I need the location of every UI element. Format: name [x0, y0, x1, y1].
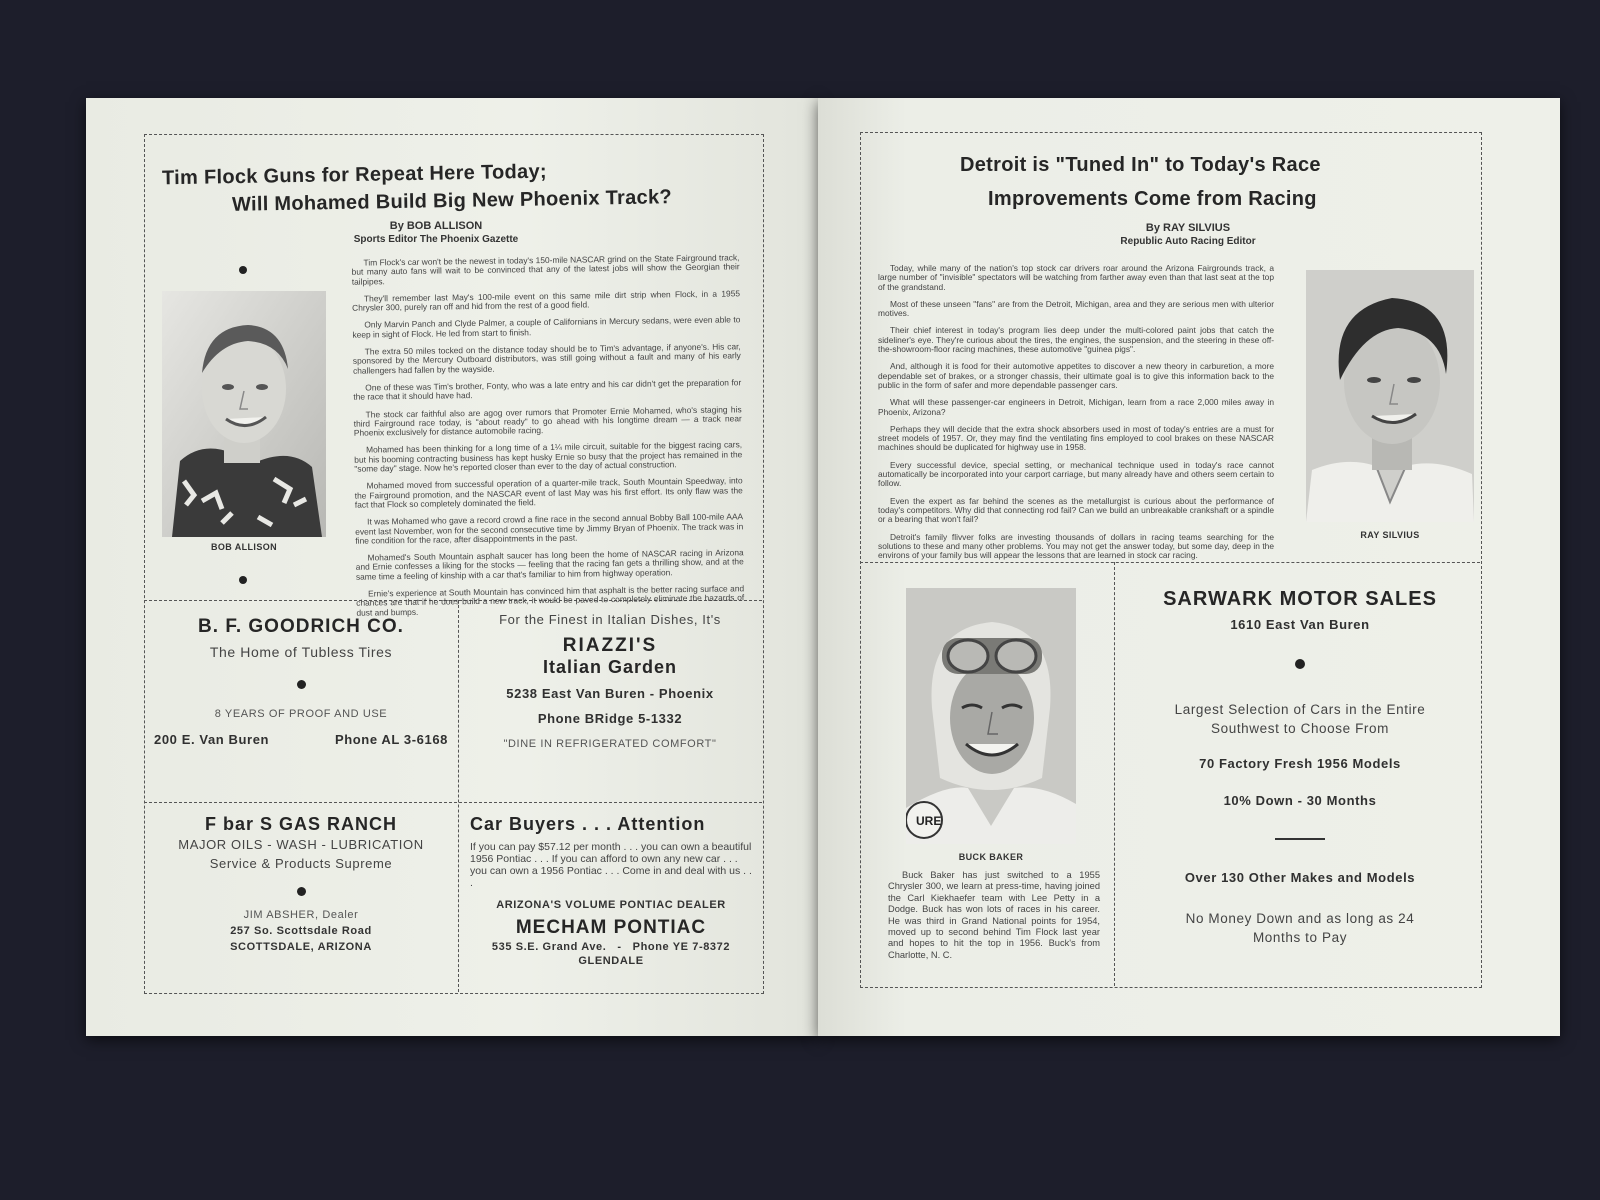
- bob-allison-portrait: [162, 291, 326, 537]
- right-divider-vertical: [1114, 562, 1115, 986]
- right-article-paragraph: Even the expert as far behind the scenes as the metallurgist is curious about the performance of today's competitors. Why did that connecting rod fail? Can we build an unbreakable crankshaft or a spindle or a bearing that won't fail?: [878, 495, 1274, 525]
- right-article-paragraph: Most of these unseen "fans" are from the Detroit, Michigan, area and they are serious men with ulterior motives.: [878, 298, 1274, 319]
- right-article-paragraph: Every successful device, special setting, or mechanical technique used in today's race cannot automatically be incorporated into your carport carriage, but many already have and others seem certain to follow.: [878, 459, 1274, 489]
- sarwark-line1: Largest Selection of Cars in the Entire Southwest to Choose From: [1174, 702, 1426, 736]
- right-article-paragraph: Their chief interest in today's program lies deep under the multi-colored paint jobs that catch the sideliner's eye. They're curious about the tires, the engines, the suspension, and the steering in these off-the-showroom-floor racing machines, these automotive "guinea pigs".: [878, 325, 1274, 355]
- left-headline-line1: Tim Flock Guns for Repeat Here Today;: [161, 160, 548, 190]
- riazzi-name2: Italian Garden: [542, 657, 678, 677]
- left-byline-title: Sports Editor The Phoenix Gazette: [353, 234, 519, 245]
- left-article-paragraph: They'll remember last May's 100-mile event on this same mile dirt strip when Flock, in a 1955 Chrysler 300, purely ran off and hid from the rest of a good field.: [352, 288, 741, 313]
- fbars-dealer: JIM ABSHER, Dealer: [243, 909, 359, 921]
- left-article-paragraph: Tim Flock's car won't be the newest in today's 150-mile NASCAR grind on the State Fairground track, but many auto fans will wait to be convinced that any of the latest jobs will show the Georgian their tailpipes.: [351, 252, 740, 287]
- goodrich-tagline: The Home of Tubless Tires: [209, 644, 393, 660]
- bob-allison-photo: [162, 291, 326, 537]
- right-article-paragraph: What will these passenger-car engineers in Detroit, Michigan, learn from a race 2,000 miles away in Phoenix, Arizona?: [878, 397, 1274, 417]
- left-article-paragraph: It was Mohamed who gave a record crowd a fine race in the second annual Bobby Ball 100-mile AAA event last November, won for the second consecutive time by Jimmy Bryan of Phoenix. The track was in fine condition for the race, after disappointments in the past.: [355, 511, 744, 546]
- left-bullet-bottom: [239, 576, 247, 584]
- right-article-paragraph: Detroit's family flivver folks are investing thousands of dollars in racing teams searching for the solutions to these and many other problems. You may not get the answer today, but some day, deep in the environs of your family bus will appear the lessons that are learned in stock car racing.: [878, 531, 1274, 561]
- left-article-paragraph: The extra 50 miles tocked on the distance today should be to Tim's advantage, if anyone's. His car, sponsored by the Mercury Outboard distributors, was still going without a fault and many of his early challengers had fallen by the wayside.: [352, 341, 741, 376]
- sarwark-line5: No Money Down and as long as 24 Months to Pay: [1185, 911, 1415, 945]
- buck-baker-portrait: [906, 588, 1076, 844]
- goodrich-bullet: [148, 676, 454, 694]
- right-article-paragraph: Today, while many of the nation's top stock car drivers roar around the Arizona Fairgrounds track, a large number of "invisible" spectators will be watching from farther away even than that last seat at the top of the grandstand.: [878, 263, 1274, 292]
- sarwark-line3: 10% Down - 30 Months: [1223, 793, 1377, 808]
- goodrich-proof: 8 YEARS OF PROOF AND USE: [214, 708, 388, 720]
- left-article-paragraph: Mohamed moved from successful operation of a quarter-mile track, South Mountain Speedway, into the Fairground promotion, and the NASCAR event of last May was his first effort. Its only flaw was the fact that Flock so completely dominated the field.: [354, 475, 743, 510]
- mecham-dealer-line: ARIZONA'S VOLUME PONTIAC DEALER: [496, 899, 726, 911]
- mecham-city: GLENDALE: [578, 955, 644, 967]
- mecham-address: 535 S.E. Grand Ave. - Phone YE 7-8372: [491, 941, 731, 953]
- left-divider-vertical: [458, 600, 459, 992]
- goodrich-ad: [148, 616, 454, 747]
- mecham-ad: [466, 814, 756, 967]
- fbars-address: 257 So. Scottsdale Road: [230, 925, 372, 937]
- helmet-logo-text: URE: [916, 814, 942, 828]
- right-byline-title: Republic Auto Racing Editor: [1120, 236, 1256, 247]
- sarwark-line4: Over 130 Other Makes and Models: [1184, 870, 1416, 885]
- sarwark-address: 1610 East Van Buren: [1230, 617, 1370, 632]
- mecham-name: MECHAM PONTIAC: [515, 917, 707, 938]
- mecham-copy: If you can pay $57.12 per month . . . you can own a beautiful 1956 Pontiac . . . If you can afford to own any new car . . . you can own a 1956 Pontiac . . . Come in and deal with us . . .: [470, 841, 752, 889]
- sarwark-bullet: [1124, 656, 1476, 674]
- left-article-paragraph: Only Marvin Panch and Clyde Palmer, a couple of Californians in Mercury sedans, were even able to keep in sight of Flock. He led from start to finish.: [352, 314, 741, 340]
- ray-silvius-photo: [1306, 270, 1474, 522]
- riazzi-name: RIAZZI'S: [562, 635, 658, 656]
- buck-baker-caption: BUCK BAKER: [958, 852, 1024, 862]
- right-article-paragraph: Perhaps they will decide that the extra shock absorbers used in most of today's entries are a must for street models of 1957. Or, they may find the ventilating fins employed to cool brakes on these NASCAR machines should be duplicated for highway use in 1958.: [878, 423, 1274, 453]
- fbars-ad: [148, 814, 454, 953]
- riazzi-ad: [462, 612, 758, 750]
- fbars-city: SCOTTSDALE, ARIZONA: [230, 941, 372, 953]
- right-article-body: [878, 264, 1274, 568]
- right-byline-author: By RAY SILVIUS: [1145, 222, 1231, 234]
- left-divider-horizontal-2: [144, 802, 762, 803]
- buck-baker-text: Buck Baker has just switched to a 1955 Chrysler 300, we learn at press-time, having joined the Carl Kiekhaefer team with Lee Petty in a Dodge. Buck has won lots of races in his career. He was third in Grand National points for 1954, moved up to second behind Tim Flock last year and hopes to hit the top in 1956. Buck's from Charlotte, N. C.: [888, 870, 1100, 960]
- left-article-paragraph: Mohamed has been thinking for a long time of a 1¼ mile circuit, suitable for the biggest racing cars, but his booming contracting business has kept husky Ernie so busy that the project has remained in the "some day" stage. Now he's reported closer than ever to the day of actual construction.: [354, 439, 743, 474]
- riazzi-address: 5238 East Van Buren - Phoenix: [506, 686, 714, 701]
- right-article-paragraph: And, although it is food for their automotive appetites to discover a new theory in carburetion, a more dependable set of brakes, or a stronger chassis, their ultimate goal is to give this information back to the public in the form of safer and more dependable passenger cars.: [878, 361, 1274, 390]
- left-article-body: [351, 253, 744, 625]
- goodrich-name: B. F. GOODRICH CO.: [198, 616, 404, 637]
- bob-allison-caption: BOB ALLISON: [210, 542, 278, 552]
- sarwark-name: SARWARK MOTOR SALES: [1163, 588, 1437, 610]
- left-article-paragraph: Ernie's experience at South Mountain has convinced him that asphalt is the better racing surface and chances are that if he does build a new track, it would be paved to completely eliminate the hazards of dust and bumps.: [356, 583, 745, 618]
- riazzi-slogan: "DINE IN REFRIGERATED COMFORT": [503, 738, 717, 750]
- left-bullet-top: [239, 266, 247, 274]
- left-article-paragraph: Mohamed's South Mountain asphalt saucer has long been the home of NASCAR racing in Arizona and Ernie confesses a liking for the stocks — feeling that the racing fan gets a thrilling show, and at the same time a feeling of kinship with a car that's familiar to him from highway operation.: [355, 547, 744, 582]
- goodrich-phone: Phone AL 3-6168: [334, 732, 448, 747]
- left-byline-author: By BOB ALLISON: [389, 220, 483, 232]
- left-page: [86, 98, 818, 1036]
- sarwark-line2: 70 Factory Fresh 1956 Models: [1199, 756, 1401, 771]
- right-headline-line1: Detroit is "Tuned In" to Today's Race: [960, 154, 1321, 176]
- fbars-bullet: [148, 883, 454, 901]
- left-article-paragraph: One of these was Tim's brother, Fonty, who was a late entry and his car didn't get the preparation for the race that it should have had.: [353, 377, 742, 402]
- sarwark-rule: [1275, 838, 1325, 840]
- ray-silvius-caption: RAY SILVIUS: [1360, 530, 1420, 540]
- fbars-services: MAJOR OILS - WASH - LUBRICATION: [178, 837, 424, 852]
- right-page: [818, 98, 1560, 1036]
- left-article-paragraph: The stock car faithful also are agog over rumors that Promoter Ernie Mohamed, who's staging his third Fairground race today, is "about ready" to go ahead with his longtime dream — a track near Phoenix exclusively for distance automobile racing.: [353, 403, 742, 438]
- left-headline-line2: Will Mohamed Build Big New Phoenix Track?: [231, 186, 673, 216]
- fbars-name: F bar S GAS RANCH: [204, 814, 398, 834]
- buck-baker-photo: [906, 588, 1076, 844]
- fbars-tagline: Service & Products Supreme: [209, 856, 393, 871]
- right-headline-line2: Improvements Come from Racing: [988, 188, 1317, 210]
- ray-silvius-portrait: [1306, 270, 1474, 522]
- riazzi-phone: Phone BRidge 5-1332: [537, 711, 683, 726]
- mecham-heading: Car Buyers . . . Attention: [470, 814, 706, 834]
- riazzi-intro: For the Finest in Italian Dishes, It's: [499, 612, 721, 627]
- sarwark-ad: [1124, 588, 1476, 947]
- goodrich-address: 200 E. Van Buren: [154, 732, 270, 747]
